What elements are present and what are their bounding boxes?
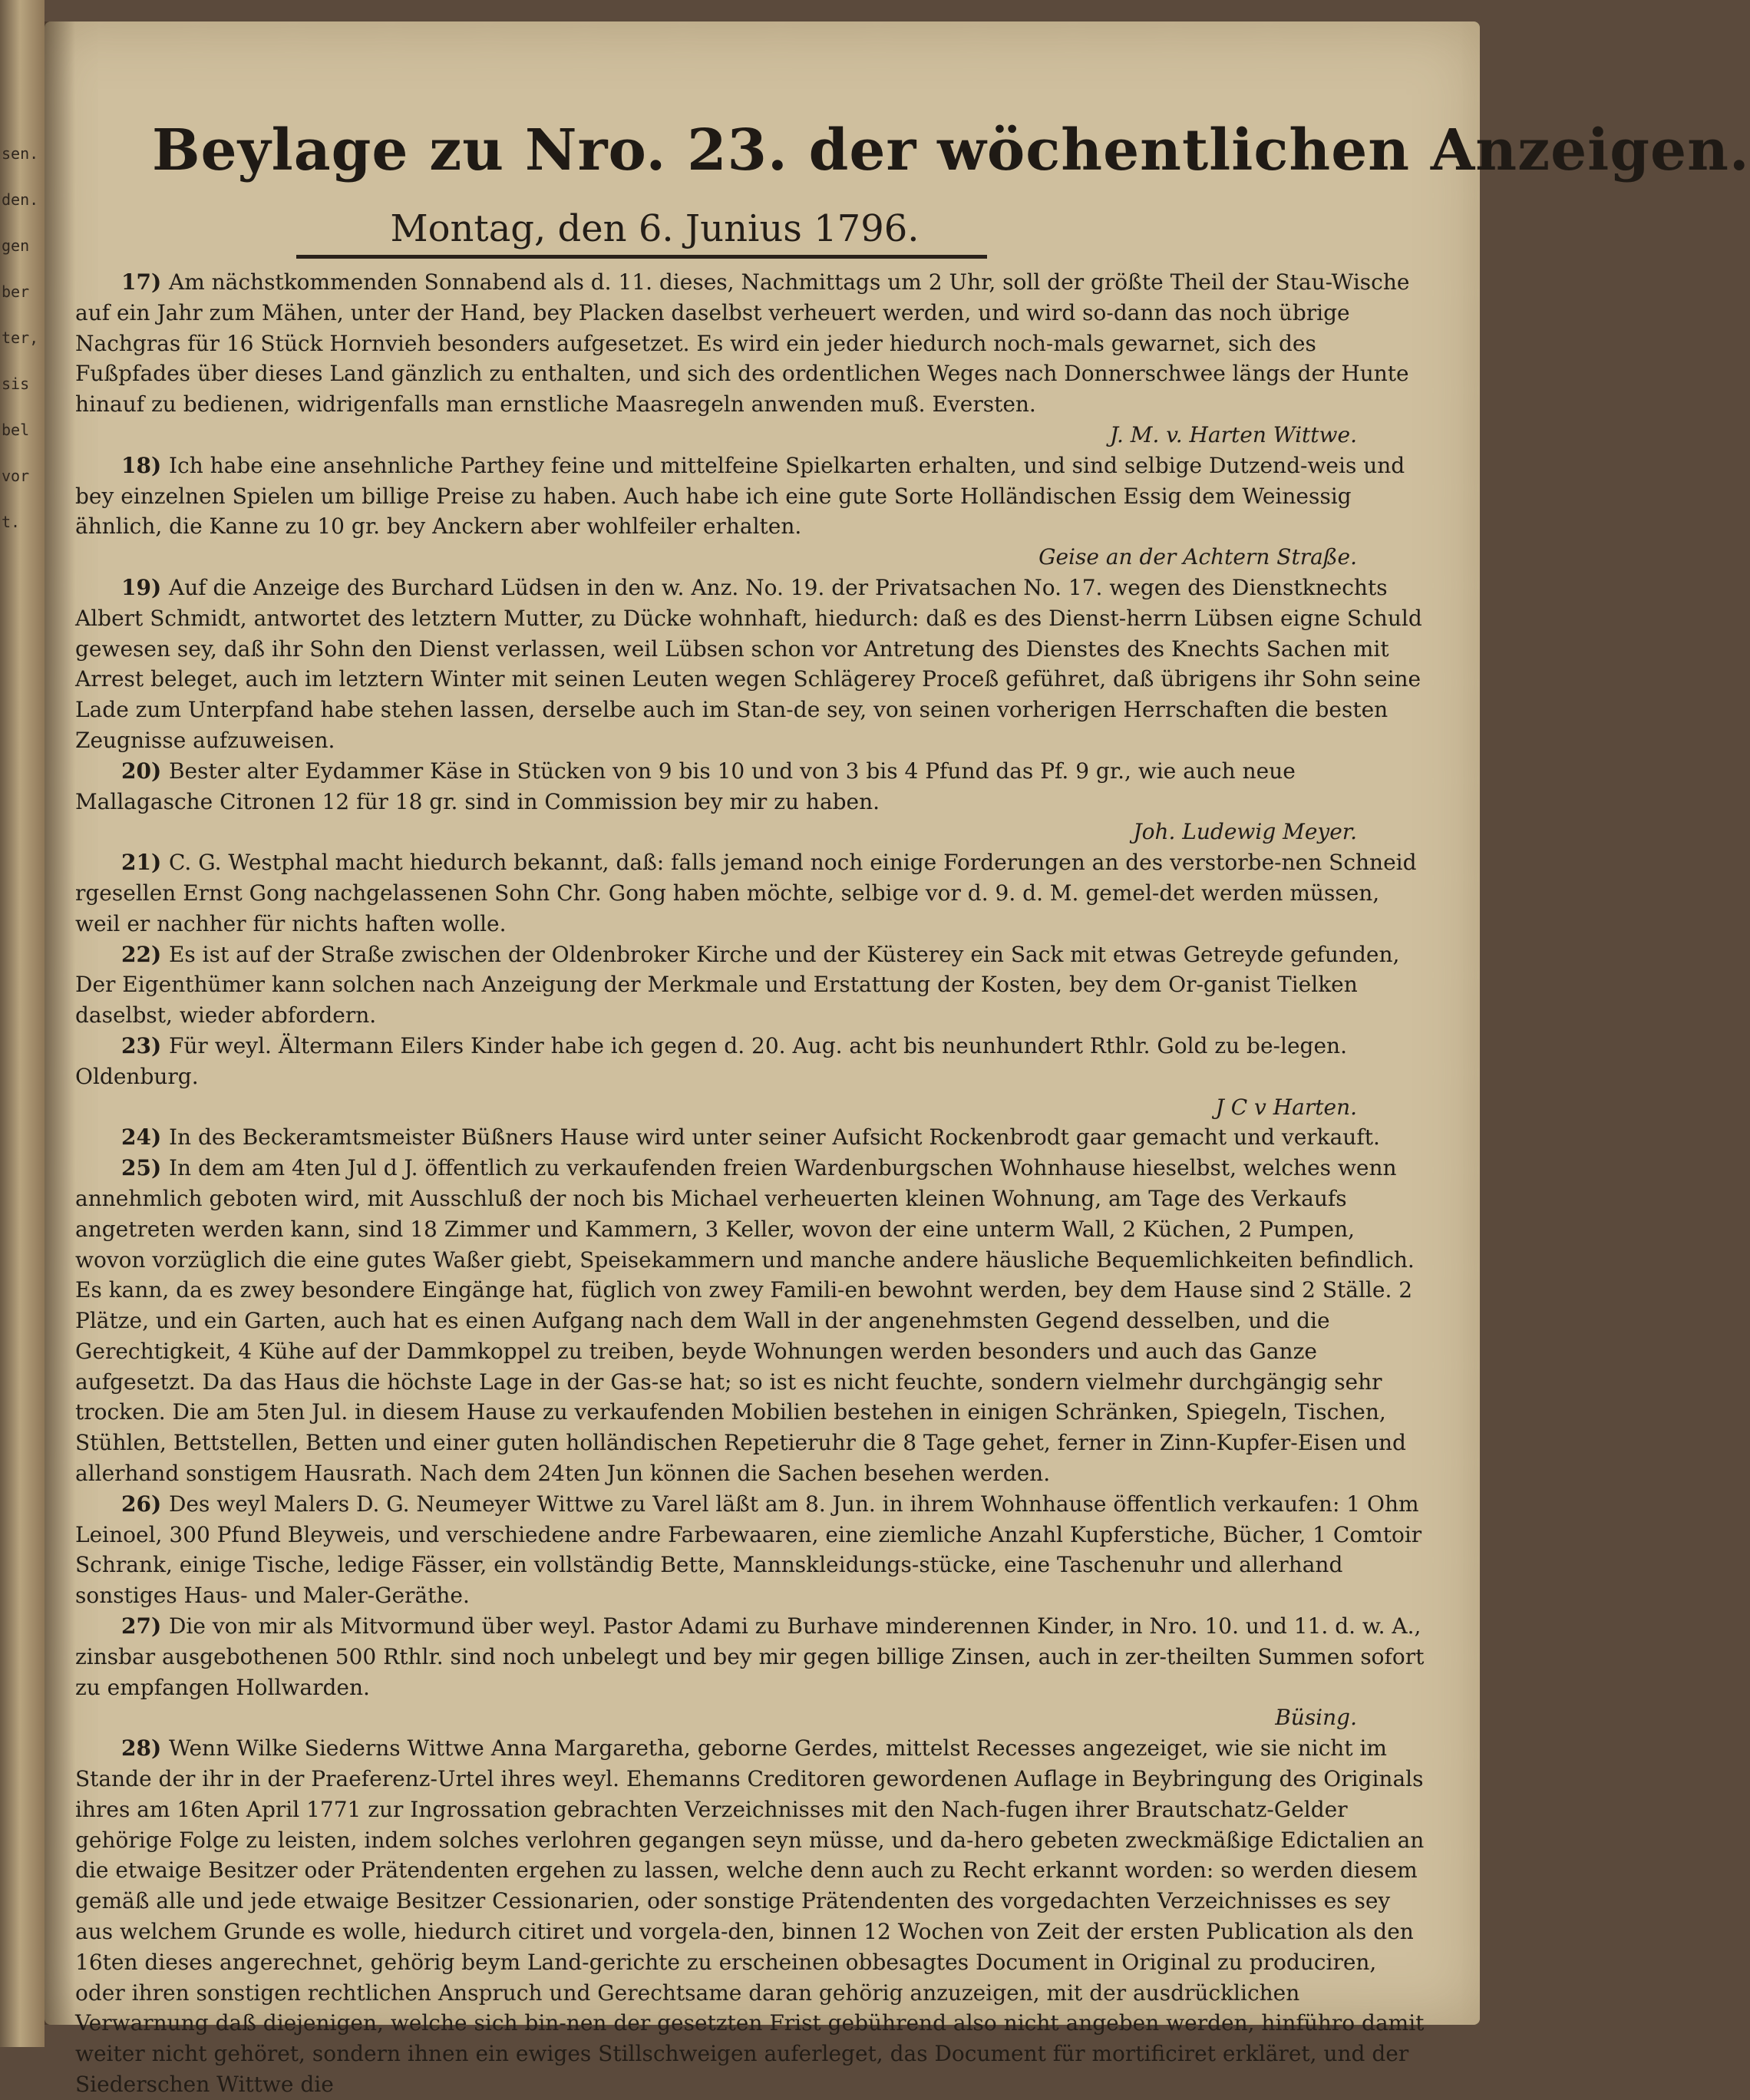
- margin-fragment: ter,: [2, 329, 39, 347]
- notice-paragraph: [45, 1122, 1480, 1153]
- notice-paragraph: [45, 573, 1480, 756]
- notice-text: Am nächstkommenden Sonnabend als d. 11. dieses, Nachmittags um 2 Uhr, soll der größte Theil der Stau-Wische auf ein Jahr zum Mähen, unter der Hand, bey Placken daselbst verheuert werden, und wird so-dann das noch übrige Nachgras für 16 Stück Hornvieh besonders aufgesetzet. Es wird ein jeder hiedurch noch-mals gewarnet, sich des Fußpfades über dieses Land gänzlich zu enthalten, und sich des ordentlichen Weges nach Donnerschwee längs der Hunte hinauf zu bedienen, widrigenfalls man ernstliche Maasregeln anwenden muß. Eversten.: [75, 269, 1410, 418]
- adjacent-page-fragments: [2, 130, 41, 545]
- notice-paragraph: [45, 1153, 1480, 1489]
- notice-text: Bester alter Eydammer Käse in Stücken von 9 bis 10 und von 3 bis 4 Pfund das Pf. 9 gr., wie auch neue Mallagasche Citronen 12 für 18 gr. sind in Commission bey mir zu haben.: [75, 758, 1296, 814]
- notice-text: Die von mir als Mitvormund über weyl. Pastor Adami zu Burhave minderennen Kinder, in Nro. 10. und 11. d. w. A., zinsbar ausgebothenen 500 Rthlr. sind noch unbelegt und bey mir gegen billige Zinsen, auch in zer-theilten Summen sofort zu empfangen Hollwarden.: [75, 1613, 1425, 1700]
- margin-fragment: sen.: [2, 144, 39, 163]
- notice-signature: Geise an der Achtern Straße.: [1038, 544, 1357, 570]
- notice-number: 19): [121, 574, 169, 600]
- notice-signature: Büsing.: [1275, 1705, 1357, 1731]
- notice-number: 18): [121, 452, 169, 478]
- notice-paragraph: [45, 267, 1480, 420]
- notice-text: C. G. Westphal macht hiedurch bekannt, daß: falls jemand noch einige Forderungen an des verstorbe-nen Schneid rgesellen Ernst Gong nachgelassenen Sohn Chr. Gong haben möchte, selbige vor d. 9. d. M. gemel-det werden müssen, weil er nachher für nichts haften wolle.: [75, 850, 1417, 936]
- notice-paragraph: [45, 1489, 1480, 1611]
- notice-number: 24): [121, 1124, 169, 1151]
- page-title: Beylage zu Nro. 23. der wöchentlichen Anzeigen.: [152, 117, 1750, 183]
- notice-paragraph: [45, 451, 1480, 542]
- adjacent-page-edge: [0, 0, 45, 2047]
- notice-signature: J C v Harten.: [1215, 1094, 1357, 1120]
- notice-number: 27): [121, 1613, 169, 1639]
- margin-fragment: ber: [2, 282, 30, 301]
- notice-number: 20): [121, 758, 169, 784]
- margin-fragment: bel: [2, 421, 30, 439]
- margin-fragment: sis: [2, 375, 30, 393]
- notice-number: 17): [121, 269, 169, 295]
- notice-text: Es ist auf der Straße zwischen der Oldenbroker Kirche und der Küsterey ein Sack mit etwas Getreyde gefunden, Der Eigenthümer kann solchen nach Anzeigung der Merkmale und Erstattung der Kosten, bey dem Or-ganist Tielken daselbst, wieder abfordern.: [75, 941, 1400, 1029]
- notice-text: In dem am 4ten Jul d J. öffentlich zu verkaufenden freien Wardenburgschen Wohnhause hieselbst, welches wenn annehmlich geboten wird, mit Ausschluß der noch bis Michael verheuerten kleinen Wohnung, am Tage des Verkaufs angetreten werden kann, sind 18 Zimmer und Kammern, 3 Keller, wovon der eine unterm Wall, 2 Küchen, 2 Pumpen, wovon vorzüglich die eine gutes Waßer giebt, Speisekammern und manche andere häusliche Bequemlichkeiten befindlich. Es kann, da es zwey besondere Eingänge hat, füglich von zwey Famili-en bewohnt werden, bey dem Hause sind 2 Ställe. 2 Plätze, und ein Garten, auch hat es einen Aufgang nach dem Wall in der angenehmsten Gegend desselben, und die Gerechtigkeit, 4 Kühe auf der Dammkoppel zu treiben, beyde Wohnungen werden besonders und auch das Ganze aufgesetzt. Da das Haus die höchste Lage in der Gas-se hat; so ist es nicht feuchte, sondern vielmehr durchgängig sehr trocken. Die am 5ten Jul. in diesem Hause zu verkaufenden Mobilien bestehen in einigen Schränken, Spiegeln, Tischen, Stühlen, Bettstellen, Betten und einer guten holländischen Repetieruhr die 8 Tage gehet, ferner in Zinn-Kupfer-Eisen und allerhand sonstigem Hausrath. Nach dem 24ten Jun können die Sachen besehen werden.: [75, 1155, 1415, 1487]
- notice-signature: J. M. v. Harten Wittwe.: [1109, 421, 1357, 447]
- notice-number: 21): [121, 850, 169, 876]
- newspaper-page: [45, 21, 1750, 2098]
- notice-text: Ich habe eine ansehnliche Parthey feine und mittelfeine Spielkarten erhalten, und sind selbige Dutzend-weis und bey einzelnen Spielen um billige Preise zu haben. Auch habe ich eine gute Sorte Holländischen Essig dem Weinessig ähnlich, die Kanne zu 10 gr. bey Anckern aber wohlfeiler erhalten.: [75, 452, 1405, 540]
- notice-signature: Joh. Ludewig Meyer.: [1133, 819, 1357, 845]
- notice-text: In des Beckeramtsmeister Büßners Hause wird unter seiner Aufsicht Rockenbrodt gaar gemacht und verkauft.: [168, 1124, 1380, 1151]
- margin-fragment: gen: [2, 236, 30, 255]
- notice-text: Für weyl. Ältermann Eilers Kinder habe ich gegen d. 20. Aug. acht bis neunhundert Rthlr. Gold zu be-legen. Oldenburg.: [75, 1032, 1347, 1089]
- notices-body: [45, 267, 1480, 2100]
- notice-number: 25): [121, 1155, 169, 1181]
- margin-fragment: t.: [2, 513, 21, 531]
- margin-fragment: den.: [2, 190, 39, 209]
- notice-paragraph: [45, 1733, 1480, 2100]
- notice-paragraph: [45, 939, 1480, 1031]
- notice-number: 26): [121, 1491, 169, 1517]
- notice-paragraph: [45, 847, 1480, 939]
- notice-text: Des weyl Malers D. G. Neumeyer Wittwe zu Varel läßt am 8. Jun. in ihrem Wohnhause öffentlich verkaufen: 1 Ohm Leinoel, 300 Pfund Bleyweis, und verschiedene andre Farbewaaren, eine ziemliche Anzahl Kupferstiche, Bücher, 1 Comtoir Schrank, einige Tische, ledige Fässer, ein vollständig Bette, Mannskleidungs-stücke, eine Taschenuhr und allerhand sonstiges Haus- und Maler-Geräthe.: [75, 1491, 1422, 1609]
- dateline: Montag, den 6. Junius 1796.: [390, 207, 920, 250]
- notice-paragraph: [45, 756, 1480, 817]
- notice-text: Auf die Anzeige des Burchard Lüdsen in den w. Anz. No. 19. der Privatsachen No. 17. wegen des Dienstknechts Albert Schmidt, antwortet des letztern Mutter, zu Dücke wohnhaft, hiedurch: daß es des Dienst-herrn Lübsen eigne Schuld gewesen sey, daß ihr Sohn den Dienst verlassen, weil Lübsen schon vor Antretung des Dienstes des Knechts Sachen mit Arrest beleget, auch im letztern Winter mit seinen Leuten wegen Schlägerey Proceß geführet, daß übrigens ihr Sohn seine Lade zum Unterpfand habe stehen lassen, derselbe auch im Stan-de sey, von seinen vorherigen Herrschaften die besten Zeugnisse aufzuweisen.: [75, 574, 1422, 753]
- notice-paragraph: [45, 1611, 1480, 1702]
- margin-fragment: vor: [2, 467, 30, 485]
- notice-number: 22): [121, 941, 169, 967]
- notice-number: 28): [121, 1735, 169, 1762]
- notice-paragraph: [45, 1031, 1480, 1092]
- notice-number: 23): [121, 1032, 169, 1058]
- title-rule: [296, 255, 987, 259]
- notice-text: Wenn Wilke Siederns Wittwe Anna Margaretha, geborne Gerdes, mittelst Recesses angezeiget, wie sie nicht im Stande der ihr in der Praeferenz-Urtel ihres weyl. Ehemanns Creditoren gewordenen Auflage in Beybringung des Originals ihres am 16ten April 1771 zur Ingrossation gebrachten Verzeichnisses mit den Nach-fugen ihrer Brautschatz-Gelder gehörige Folge zu leisten, indem solches verlohren gegangen seyn müsse, und da-hero gebeten zweckmäßige Edictalien an die etwaige Besitzer oder Prätendenten ergehen zu lassen, welche denn auch zu Recht erkannt worden: so werden diesem gemäß alle und jede etwaige Besitzer Cessionarien, oder sonstige Prätendenten des vorgedachten Verzeichnisses es sey aus welchem Grunde es wolle, hiedurch citiret und vorgela-den, binnen 12 Wochen von Zeit der ersten Publication als den 16ten dieses angerechnet, gehörig beym Land-gerichte zu erscheinen obbesagtes Document in Original zu produciren, oder ihren sonstigen rechtlichen Anspruch und Gerechtsame daran gehörig anzuzeigen, mit der ausdrücklichen Verwarnung daß diejenigen, welche sich bin-nen der gesetzten Frist gebührend also nicht angeben werden, hinführo damit weiter nicht gehöret, sondern ihnen ein ewiges Stillschweigen auferleget, das Document für mortificiret erkläret, und der Siederschen Wittwe die: [75, 1735, 1425, 2098]
